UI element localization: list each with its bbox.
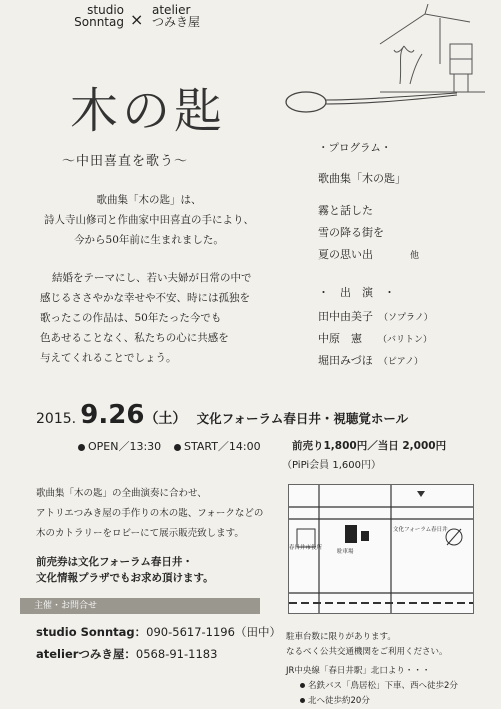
event-venue: 文化フォーラム春日井・視聴覚ホール bbox=[196, 411, 409, 426]
event-open-time: OPEN／13:30 bbox=[78, 438, 161, 454]
atelier-tsumikiya-logo: atelier つみき屋 bbox=[152, 3, 201, 29]
intro-paragraph-1: 歌曲集「木の匙」は、 詩人寺山修司と作曲家中田喜直の手により、 今から50年前に生まれました。 bbox=[44, 194, 254, 246]
map-venue-label: 文化フォーラム春日井 bbox=[393, 527, 448, 533]
contact-atelier-tsumikiya: atelierつみき屋：0568-91-1183 bbox=[36, 647, 218, 661]
program-item-1: 歌曲集「木の匙」 bbox=[318, 172, 406, 185]
ticket-price: 前売り1,800円／当日 2,000円 bbox=[292, 440, 447, 452]
access-map bbox=[288, 484, 474, 614]
performer-2: 中原 憲 （バリトン） bbox=[318, 332, 433, 345]
program-item-4: 夏の思い出 bbox=[318, 248, 373, 261]
contact-heading: 主催・お問合せ bbox=[20, 598, 260, 614]
performer-3: 堀田みづほ （ピアノ） bbox=[318, 354, 424, 367]
bullet-icon bbox=[78, 444, 85, 451]
program-heading: ・プログラム・ bbox=[318, 142, 392, 154]
header-logos bbox=[72, 4, 222, 56]
bullet-icon bbox=[300, 683, 305, 688]
venue-marker bbox=[345, 525, 357, 543]
map-parking-label: 駐車場 bbox=[337, 549, 354, 555]
exhibition-description: 歌曲集「木の匙」の全曲演奏に合わせ、 アトリエつみき屋の手作りの木の匙、フォークなどの 木のカトラリーをロビーにて展示販売致します。 bbox=[36, 488, 264, 539]
intro-paragraph-2: 結婚をテーマにし、若い夫婦が日常の中で 感じるささやかな幸せや不安、時には孤独を 歌ったこの作品は、50年たった今でも 色あせることなく、私たちの心に共感を 与えてくれることでしょう。 bbox=[40, 272, 252, 364]
program-item-3: 雪の降る街を bbox=[318, 226, 384, 239]
collab-times: × bbox=[130, 10, 144, 29]
event-start-time: START／14:00 bbox=[174, 438, 261, 454]
access-walk: 北へ徒歩約20分 bbox=[286, 694, 486, 709]
ticket-info: 前売券は文化フォーラム春日井・ 文化情報プラザでもお求め頂けます。 bbox=[36, 556, 214, 584]
bullet-icon bbox=[300, 698, 305, 703]
room-sketch-illustration bbox=[370, 4, 490, 96]
studio-sonntag-logo: studio Sonntag bbox=[74, 3, 124, 29]
wooden-spoon-illustration bbox=[282, 84, 462, 120]
performers-heading: ・ 出 演 ・ bbox=[318, 286, 395, 299]
map-city-hall-label: 春日井市役所 bbox=[289, 545, 323, 551]
event-date: 9.26 bbox=[80, 400, 145, 430]
event-date-venue: 2015. 9.26（土） 文化フォーラム春日井・視聴覚ホール bbox=[36, 400, 409, 430]
contact-studio-sonntag: studio Sonntag：090-5617-1196（田中） bbox=[36, 625, 281, 639]
access-bus: 名鉄バス「鳥居松」下車、西へ徒歩2分 bbox=[286, 679, 486, 694]
concert-title: 木の匙 bbox=[70, 83, 227, 139]
concert-subtitle: 〜中田喜直を歌う〜 bbox=[62, 154, 189, 169]
program-other: 他 bbox=[410, 251, 420, 261]
performer-1: 田中由美子 （ソプラノ） bbox=[318, 310, 433, 323]
bullet-icon bbox=[174, 444, 181, 451]
member-price: （PiPi会員 1,600円） bbox=[282, 460, 381, 471]
access-notes: 駐車台数に限りがあります。 なるべく公共交通機関をご利用ください。 JR中央線「春日井駅」北口より・・・ 名鉄バス「鳥居松」下車、西へ徒歩2分 北へ徒歩約20分 bbox=[286, 630, 486, 709]
program-item-2: 霧と話した bbox=[318, 204, 373, 217]
